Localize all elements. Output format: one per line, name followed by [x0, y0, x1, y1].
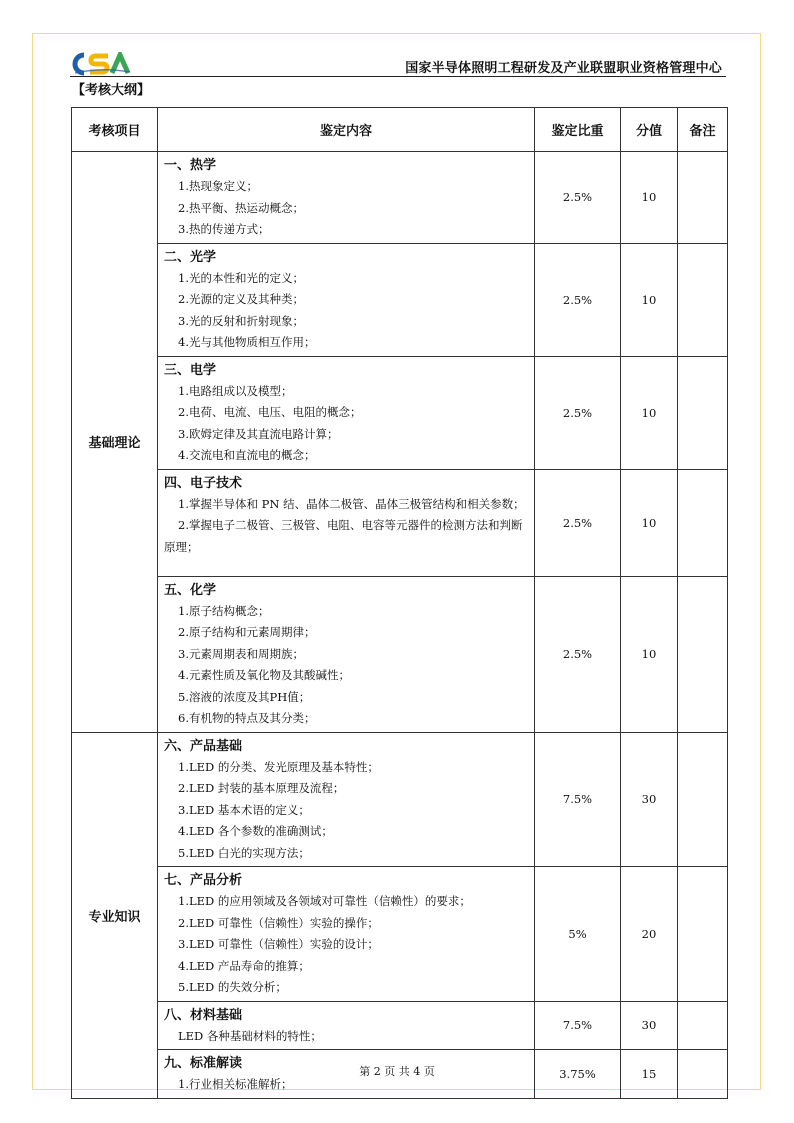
section-content	[158, 576, 535, 732]
content-item: 2.电荷、电流、电压、电阻的概念；	[178, 405, 362, 419]
section-title: 二、光学	[164, 249, 217, 265]
content-item: 1.LED 的分类、发光原理及基本特性；	[178, 759, 379, 774]
content-item: 5.LED 的失效分析；	[178, 980, 287, 994]
remarks-cell	[678, 243, 728, 356]
header-exam-item: 考核项目	[72, 108, 158, 152]
section-title: 八、材料基础	[164, 1007, 243, 1023]
content-item: 3.元素周期表和周期族；	[178, 646, 304, 661]
weight-cell: 2.5%	[535, 243, 621, 356]
weight-cell: 2.5%	[535, 576, 621, 732]
score-cell: 10	[621, 243, 678, 356]
table-row	[72, 152, 728, 244]
content-item: 1.行业相关标准解析；	[178, 1077, 293, 1091]
weight-cell: 2.5%	[535, 356, 621, 469]
table-header-row	[72, 108, 728, 152]
table-row	[72, 867, 728, 1002]
outline-title: 【考核大纲】	[72, 83, 151, 98]
table-row	[72, 1001, 728, 1050]
header-score: 分值	[621, 108, 678, 152]
section-title: 三、电学	[164, 362, 217, 378]
content-item: 1.电路组成以及模型；	[178, 383, 293, 398]
content-item: 4.光与其他物质相互作用；	[178, 335, 316, 349]
weight-cell: 5%	[535, 867, 621, 1002]
page-number: 第 2 页 共 4 页	[359, 1065, 435, 1078]
section-title: 七、产品分析	[164, 873, 243, 888]
remarks-cell	[678, 152, 728, 244]
content-item: 3.热的传递方式；	[178, 222, 270, 236]
header-weight: 鉴定比重	[535, 108, 621, 152]
section-content	[158, 867, 535, 1002]
content-item: 2.掌握电子二极管、三极管、电阻、电容等元器件的检测方法和判断原理；	[164, 518, 523, 554]
header-content: 鉴定内容	[158, 108, 535, 152]
content-item: 1.掌握半导体和 PN 结、晶体二极管、晶体三极管结构和相关参数；	[178, 496, 525, 511]
category-professional-knowledge: 专业知识	[72, 732, 158, 1098]
remarks-cell	[678, 576, 728, 732]
score-cell: 10	[621, 469, 678, 576]
remarks-cell	[678, 732, 728, 867]
content-item: 2.光源的定义及其种类；	[178, 292, 304, 306]
table-row	[72, 243, 728, 356]
section-content	[158, 1001, 535, 1050]
section-title: 一、热学	[164, 158, 217, 173]
content-item: 5.溶液的浓度及其PH值；	[178, 689, 311, 704]
content-item: 2.热平衡、热运动概念；	[178, 200, 304, 215]
content-item: 2.LED 可靠性（信赖性）实验的操作；	[178, 915, 379, 930]
content-item: 4.LED 产品寿命的推算；	[178, 958, 310, 973]
content-item: 1.原子结构概念；	[178, 603, 270, 618]
section-content	[158, 732, 535, 867]
content-item: 4.交流电和直流电的概念；	[178, 448, 316, 462]
header-remarks: 备注	[678, 108, 728, 152]
section-content	[158, 152, 535, 244]
section-title: 九、标准解读	[164, 1056, 243, 1071]
weight-cell: 2.5%	[535, 469, 621, 576]
remarks-cell	[678, 1001, 728, 1050]
score-cell: 30	[621, 1001, 678, 1050]
content-item: 1.光的本性和光的定义；	[178, 270, 304, 285]
table-row	[72, 356, 728, 469]
content-item: 2.原子结构和元素周期律；	[178, 625, 316, 639]
content-item: 1.热现象定义；	[178, 179, 258, 193]
section-content	[158, 356, 535, 469]
category-basic-theory: 基础理论	[72, 152, 158, 733]
remarks-cell	[678, 469, 728, 576]
content-item: 4.LED 各个参数的准确测试；	[178, 824, 333, 838]
weight-cell: 3.75%	[535, 1050, 621, 1099]
section-content	[158, 469, 535, 576]
content-item: 4.元素性质及氧化物及其酸碱性；	[178, 668, 350, 682]
table-row	[72, 576, 728, 732]
score-cell: 15	[621, 1050, 678, 1099]
score-cell: 10	[621, 356, 678, 469]
table-row	[72, 469, 728, 576]
score-cell: 30	[621, 732, 678, 867]
section-title: 六、产品基础	[164, 738, 243, 754]
table-row	[72, 732, 728, 867]
remarks-cell	[678, 867, 728, 1002]
content-item: 1.LED 的应用领域及各领域对可靠性（信赖性）的要求；	[178, 894, 471, 908]
section-title: 五、化学	[164, 582, 217, 598]
header-rule	[70, 76, 726, 77]
content-item: LED 各种基础材料的特性；	[178, 1028, 322, 1043]
content-item: 3.LED 基本术语的定义；	[178, 802, 310, 817]
content-item: 6.有机物的特点及其分类；	[178, 711, 316, 725]
organization-name: 国家半导体照明工程研发及产业联盟职业资格管理中心	[405, 61, 722, 76]
remarks-cell	[678, 356, 728, 469]
score-cell: 10	[621, 152, 678, 244]
content-item: 3.LED 可靠性（信赖性）实验的设计；	[178, 937, 379, 951]
weight-cell: 7.5%	[535, 732, 621, 867]
weight-cell: 7.5%	[535, 1001, 621, 1050]
score-cell: 10	[621, 576, 678, 732]
score-cell: 20	[621, 867, 678, 1002]
content-item: 3.光的反射和折射现象；	[178, 313, 304, 328]
content-item: 5.LED 白光的实现方法；	[178, 845, 310, 860]
exam-outline-table	[71, 107, 728, 1099]
content-item: 2.LED 封装的基本原理及流程；	[178, 781, 345, 795]
section-content	[158, 243, 535, 356]
csa-logo	[72, 52, 132, 76]
section-title: 四、电子技术	[164, 475, 243, 491]
content-item: 3.欧姆定律及其直流电路计算；	[178, 426, 339, 441]
weight-cell: 2.5%	[535, 152, 621, 244]
